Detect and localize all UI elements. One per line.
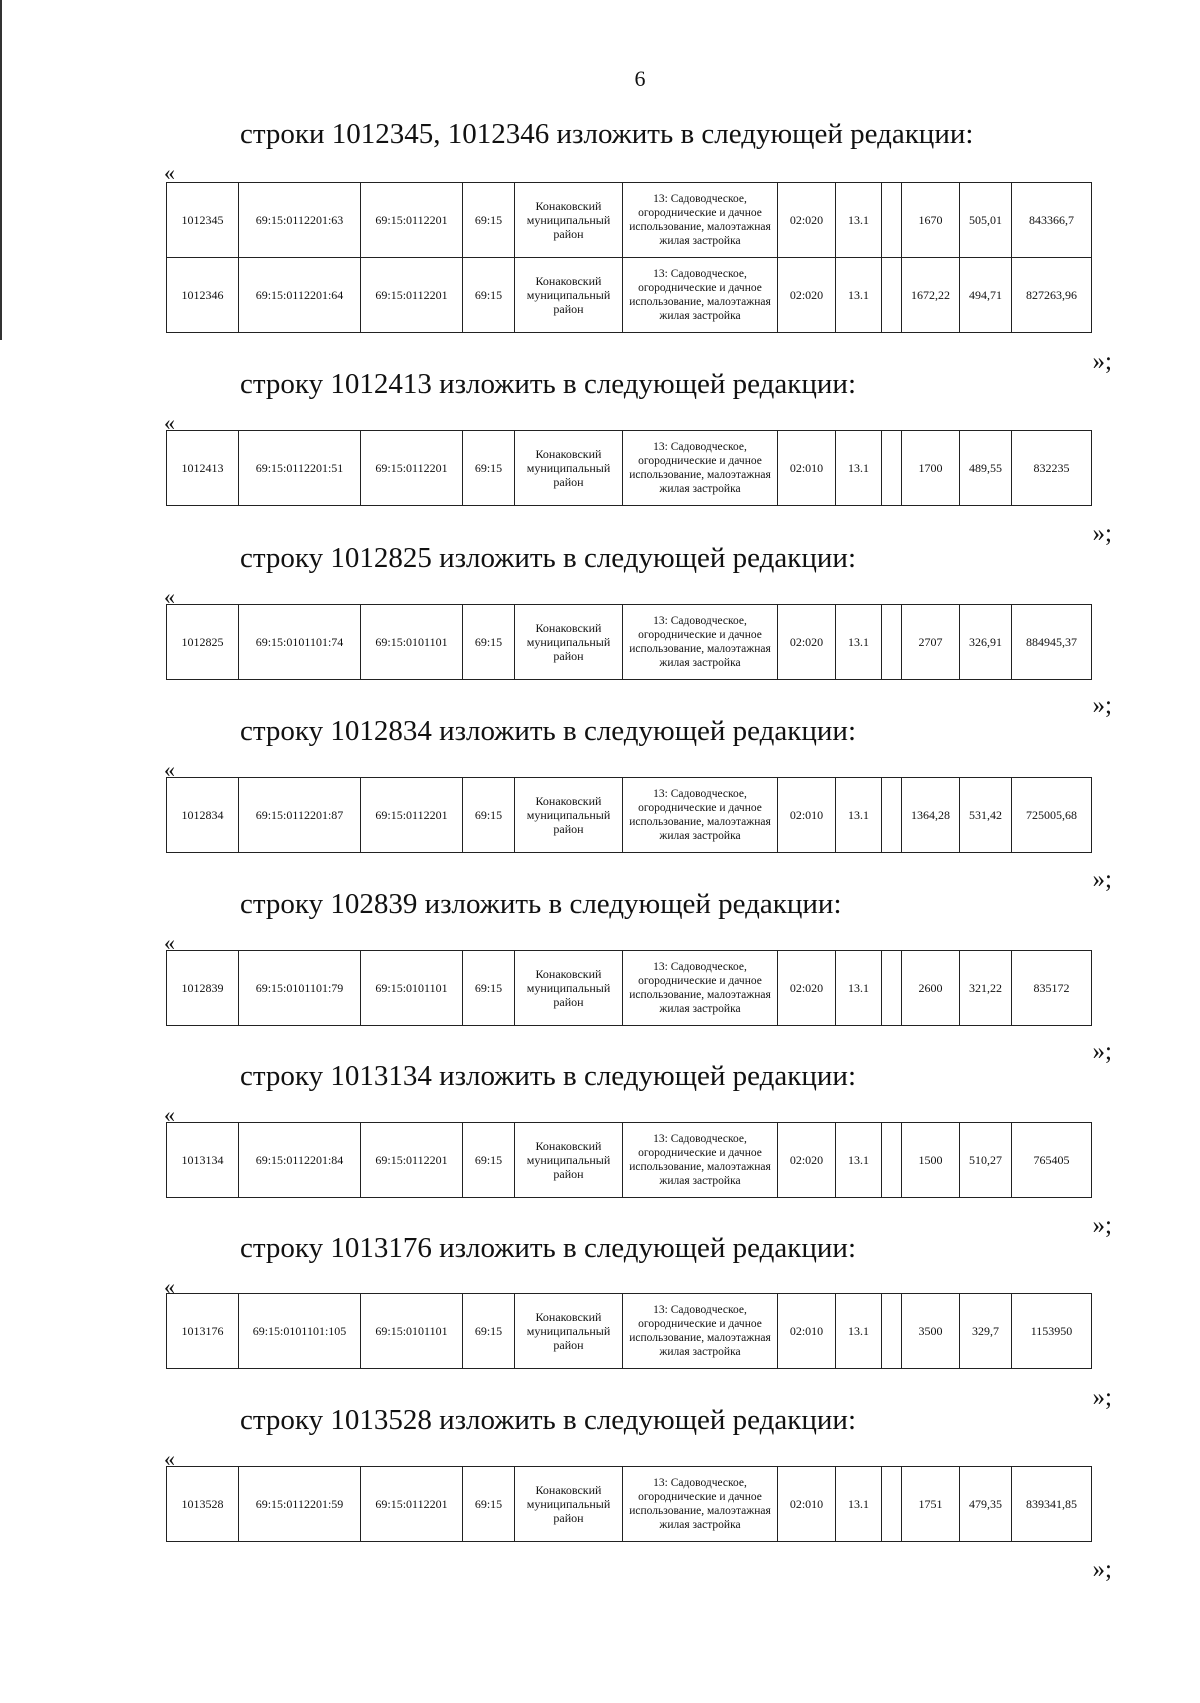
cell-cadastral-number: 69:15:0112201:51 xyxy=(239,431,361,506)
cell-cadastral-block: 69:15:0112201 xyxy=(361,1123,463,1198)
cell-area: 2707 xyxy=(902,605,960,680)
cell-group: 02:020 xyxy=(778,951,836,1026)
cell-cadastral-block: 69:15:0112201 xyxy=(361,258,463,333)
cell-cadastral-block: 69:15:0101101 xyxy=(361,1294,463,1369)
cell-empty xyxy=(882,1123,902,1198)
cell-code: 69:15 xyxy=(463,1123,515,1198)
cell-subgroup: 13.1 xyxy=(836,951,882,1026)
cell-subgroup: 13.1 xyxy=(836,778,882,853)
cell-area: 2600 xyxy=(902,951,960,1026)
close-quote: »; xyxy=(1092,1212,1112,1239)
table-row xyxy=(167,258,1092,333)
section-heading: строку 1012825 изложить в следующей редакции: xyxy=(240,542,856,574)
close-quote: »; xyxy=(1092,1038,1112,1065)
cell-empty xyxy=(882,1467,902,1542)
cell-empty xyxy=(882,431,902,506)
cell-group: 02:020 xyxy=(778,1123,836,1198)
cell-cadastral-number: 69:15:0101101:105 xyxy=(239,1294,361,1369)
cell-area: 1672,22 xyxy=(902,258,960,333)
close-quote: »; xyxy=(1092,866,1112,893)
cell-purpose: 13: Садоводческое, огороднические и дачное использование, малоэтажная жилая застройка xyxy=(623,431,778,506)
cell-specific-value: 510,27 xyxy=(960,1123,1012,1198)
registry-table xyxy=(166,430,1092,506)
cell-cadastral-value: 827263,96 xyxy=(1012,258,1092,333)
section-heading: строку 1013528 изложить в следующей редакции: xyxy=(240,1404,856,1436)
cell-district: Конаковский муниципальный район xyxy=(515,1467,623,1542)
cell-cadastral-value: 832235 xyxy=(1012,431,1092,506)
cell-id: 1012825 xyxy=(167,605,239,680)
cell-code: 69:15 xyxy=(463,1467,515,1542)
close-quote: »; xyxy=(1092,692,1112,719)
cell-cadastral-number: 69:15:0112201:64 xyxy=(239,258,361,333)
cell-purpose: 13: Садоводческое, огороднические и дачное использование, малоэтажная жилая застройка xyxy=(623,183,778,258)
cell-area: 1751 xyxy=(902,1467,960,1542)
cell-specific-value: 505,01 xyxy=(960,183,1012,258)
cell-cadastral-value: 843366,7 xyxy=(1012,183,1092,258)
cell-purpose: 13: Садоводческое, огороднические и дачное использование, малоэтажная жилая застройка xyxy=(623,778,778,853)
registry-table xyxy=(166,1122,1092,1198)
table-row xyxy=(167,1123,1092,1198)
table-row xyxy=(167,1467,1092,1542)
close-quote: »; xyxy=(1092,1384,1112,1411)
cell-id: 1012345 xyxy=(167,183,239,258)
cell-subgroup: 13.1 xyxy=(836,431,882,506)
cell-cadastral-value: 765405 xyxy=(1012,1123,1092,1198)
cell-id: 1012346 xyxy=(167,258,239,333)
open-quote: « xyxy=(164,1446,175,1471)
cell-specific-value: 326,91 xyxy=(960,605,1012,680)
cell-code: 69:15 xyxy=(463,951,515,1026)
cell-cadastral-number: 69:15:0101101:74 xyxy=(239,605,361,680)
registry-table xyxy=(166,182,1092,333)
cell-empty xyxy=(882,183,902,258)
registry-table xyxy=(166,1466,1092,1542)
cell-code: 69:15 xyxy=(463,1294,515,1369)
cell-purpose: 13: Садоводческое, огороднические и дачное использование, малоэтажная жилая застройка xyxy=(623,258,778,333)
cell-specific-value: 329,7 xyxy=(960,1294,1012,1369)
cell-specific-value: 494,71 xyxy=(960,258,1012,333)
cell-district: Конаковский муниципальный район xyxy=(515,605,623,680)
cell-district: Конаковский муниципальный район xyxy=(515,258,623,333)
registry-table xyxy=(166,1293,1092,1369)
cell-group: 02:010 xyxy=(778,1467,836,1542)
cell-id: 1013176 xyxy=(167,1294,239,1369)
cell-group: 02:010 xyxy=(778,778,836,853)
section-heading: строки 1012345, 1012346 изложить в следующей редакции: xyxy=(240,118,974,150)
open-quote: « xyxy=(164,757,175,782)
open-quote: « xyxy=(164,1274,175,1299)
open-quote: « xyxy=(164,160,175,185)
cell-cadastral-number: 69:15:0112201:87 xyxy=(239,778,361,853)
section-heading: строку 102839 изложить в следующей редакции: xyxy=(240,888,842,920)
cell-district: Конаковский муниципальный район xyxy=(515,951,623,1026)
cell-empty xyxy=(882,258,902,333)
cell-district: Конаковский муниципальный район xyxy=(515,183,623,258)
section-heading: строку 1013134 изложить в следующей редакции: xyxy=(240,1060,856,1092)
cell-cadastral-number: 69:15:0101101:79 xyxy=(239,951,361,1026)
cell-district: Конаковский муниципальный район xyxy=(515,431,623,506)
cell-code: 69:15 xyxy=(463,183,515,258)
table-row xyxy=(167,605,1092,680)
cell-cadastral-value: 725005,68 xyxy=(1012,778,1092,853)
cell-code: 69:15 xyxy=(463,605,515,680)
cell-cadastral-block: 69:15:0112201 xyxy=(361,183,463,258)
cell-district: Конаковский муниципальный район xyxy=(515,1294,623,1369)
cell-code: 69:15 xyxy=(463,778,515,853)
cell-id: 1013134 xyxy=(167,1123,239,1198)
cell-cadastral-value: 839341,85 xyxy=(1012,1467,1092,1542)
cell-subgroup: 13.1 xyxy=(836,1123,882,1198)
section-heading: строку 1013176 изложить в следующей редакции: xyxy=(240,1232,856,1264)
page-number: 6 xyxy=(634,66,646,91)
cell-district: Конаковский муниципальный район xyxy=(515,1123,623,1198)
cell-district: Конаковский муниципальный район xyxy=(515,778,623,853)
cell-id: 1013528 xyxy=(167,1467,239,1542)
cell-area: 1700 xyxy=(902,431,960,506)
cell-purpose: 13: Садоводческое, огороднические и дачное использование, малоэтажная жилая застройка xyxy=(623,1294,778,1369)
open-quote: « xyxy=(164,930,175,955)
cell-group: 02:020 xyxy=(778,183,836,258)
cell-empty xyxy=(882,605,902,680)
cell-specific-value: 531,42 xyxy=(960,778,1012,853)
cell-subgroup: 13.1 xyxy=(836,1294,882,1369)
cell-subgroup: 13.1 xyxy=(836,183,882,258)
cell-cadastral-number: 69:15:0112201:59 xyxy=(239,1467,361,1542)
open-quote: « xyxy=(164,410,175,435)
cell-area: 3500 xyxy=(902,1294,960,1369)
cell-code: 69:15 xyxy=(463,258,515,333)
open-quote: « xyxy=(164,1102,175,1127)
cell-purpose: 13: Садоводческое, огороднические и дачное использование, малоэтажная жилая застройка xyxy=(623,951,778,1026)
scan-edge-line xyxy=(0,0,2,340)
cell-cadastral-value: 884945,37 xyxy=(1012,605,1092,680)
cell-cadastral-block: 69:15:0101101 xyxy=(361,605,463,680)
cell-id: 1012834 xyxy=(167,778,239,853)
cell-cadastral-number: 69:15:0112201:63 xyxy=(239,183,361,258)
open-quote: « xyxy=(164,584,175,609)
cell-empty xyxy=(882,951,902,1026)
cell-cadastral-number: 69:15:0112201:84 xyxy=(239,1123,361,1198)
cell-cadastral-value: 1153950 xyxy=(1012,1294,1092,1369)
cell-cadastral-block: 69:15:0112201 xyxy=(361,778,463,853)
cell-empty xyxy=(882,778,902,853)
cell-cadastral-value: 835172 xyxy=(1012,951,1092,1026)
registry-table xyxy=(166,950,1092,1026)
cell-purpose: 13: Садоводческое, огороднические и дачное использование, малоэтажная жилая застройка xyxy=(623,1467,778,1542)
cell-area: 1364,28 xyxy=(902,778,960,853)
section-heading: строку 1012413 изложить в следующей редакции: xyxy=(240,368,856,400)
cell-subgroup: 13.1 xyxy=(836,258,882,333)
cell-area: 1670 xyxy=(902,183,960,258)
cell-purpose: 13: Садоводческое, огороднические и дачное использование, малоэтажная жилая застройка xyxy=(623,1123,778,1198)
section-heading: строку 1012834 изложить в следующей редакции: xyxy=(240,715,856,747)
registry-table xyxy=(166,604,1092,680)
table-row xyxy=(167,431,1092,506)
cell-subgroup: 13.1 xyxy=(836,605,882,680)
table-row xyxy=(167,1294,1092,1369)
cell-id: 1012413 xyxy=(167,431,239,506)
cell-group: 02:020 xyxy=(778,605,836,680)
close-quote: »; xyxy=(1092,520,1112,547)
cell-group: 02:010 xyxy=(778,431,836,506)
table-row xyxy=(167,183,1092,258)
cell-cadastral-block: 69:15:0112201 xyxy=(361,1467,463,1542)
cell-group: 02:010 xyxy=(778,1294,836,1369)
close-quote: »; xyxy=(1092,1556,1112,1583)
table-row xyxy=(167,951,1092,1026)
cell-specific-value: 321,22 xyxy=(960,951,1012,1026)
cell-subgroup: 13.1 xyxy=(836,1467,882,1542)
cell-cadastral-block: 69:15:0112201 xyxy=(361,431,463,506)
cell-empty xyxy=(882,1294,902,1369)
cell-purpose: 13: Садоводческое, огороднические и дачное использование, малоэтажная жилая застройка xyxy=(623,605,778,680)
cell-group: 02:020 xyxy=(778,258,836,333)
cell-specific-value: 479,35 xyxy=(960,1467,1012,1542)
cell-id: 1012839 xyxy=(167,951,239,1026)
cell-cadastral-block: 69:15:0101101 xyxy=(361,951,463,1026)
cell-code: 69:15 xyxy=(463,431,515,506)
table-row xyxy=(167,778,1092,853)
cell-specific-value: 489,55 xyxy=(960,431,1012,506)
close-quote: »; xyxy=(1092,348,1112,375)
cell-area: 1500 xyxy=(902,1123,960,1198)
registry-table xyxy=(166,777,1092,853)
